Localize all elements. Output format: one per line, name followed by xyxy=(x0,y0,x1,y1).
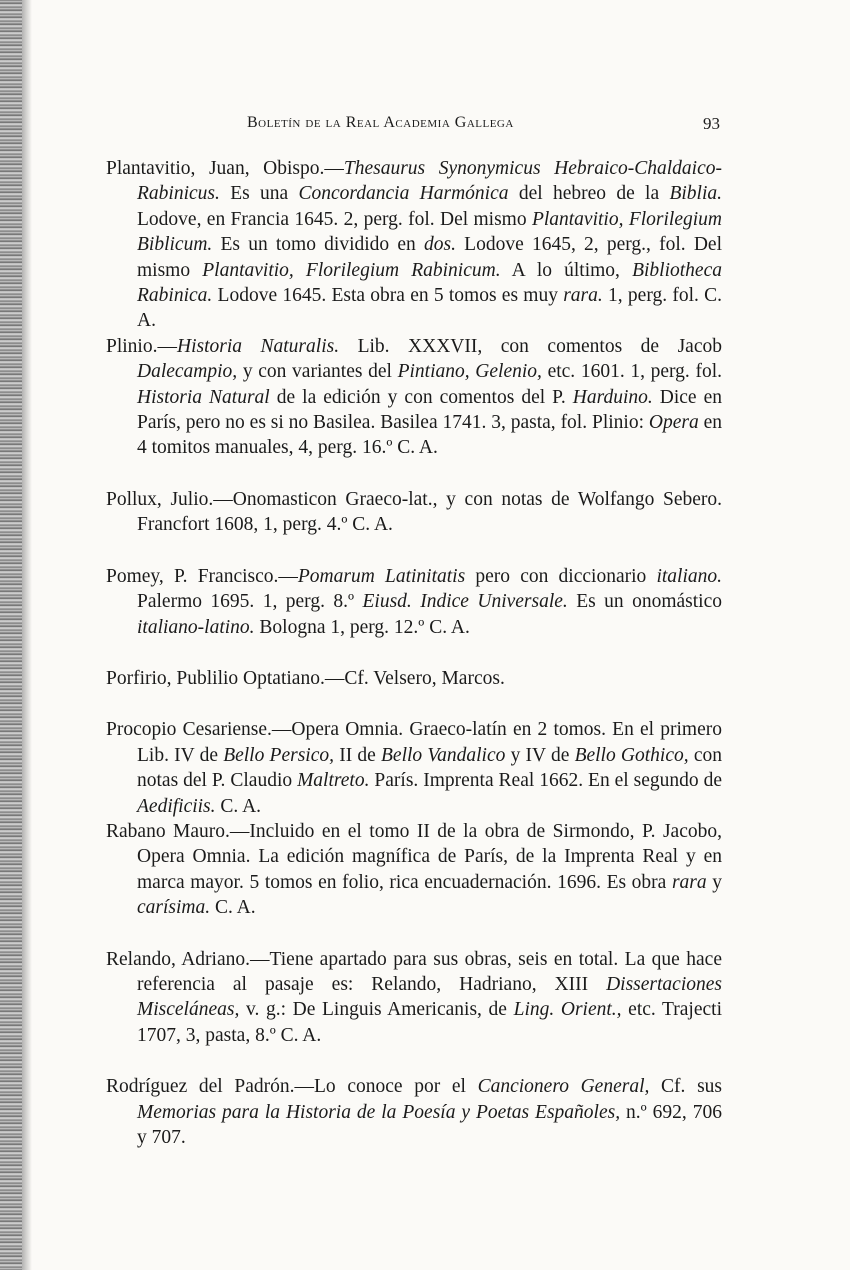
entry-heading: Relando, Adriano. xyxy=(106,948,251,970)
entry-text: pero con diccionario xyxy=(465,565,657,587)
entry-title: rara xyxy=(671,871,707,893)
entry-rodriguez xyxy=(106,1074,722,1150)
entry-title: Historia Naturalis. xyxy=(176,335,340,357)
entry-title: Maltreto. xyxy=(297,770,370,792)
entry-text: Lib. XXXVII, con comentos de Jacob xyxy=(339,335,722,357)
entry-title: dos. xyxy=(424,234,456,256)
bibliography-list xyxy=(106,156,722,1150)
entry-title: Bello Vandalico xyxy=(381,744,506,766)
entry-text: —Incluido en el tomo II de la obra de Sirmondo, P. Jacobo, Opera Omnia. La edición magnífica de París, de la Imprenta Real y en marca mayor. 5 tomos en folio, rica encuadernación. 1696. Es obra xyxy=(137,820,722,893)
entry-title: carísima. xyxy=(137,897,211,919)
entry-title: Plantavitio, Florilegium Rabinicum. xyxy=(202,259,501,281)
entry-text: — xyxy=(324,158,344,179)
entry-text: etc. 1601. 1, perg. fol. xyxy=(541,361,722,383)
entry-title: Bello Persico, xyxy=(223,744,334,766)
entry-title: Bello Gothico, xyxy=(574,744,689,766)
entry-title: Bibliotheca Rabinica. xyxy=(137,259,722,307)
entry-title: rara. xyxy=(563,285,603,307)
entry-text: C. A. xyxy=(215,795,262,817)
entry-title: Historia Natural xyxy=(137,386,270,408)
entry-pomey xyxy=(106,564,722,640)
entry-text: —Tiene apartado para sus obras, seis en total. La que hace referencia al pasaje es: Relando, Hadriano, XIII xyxy=(137,948,722,995)
running-header xyxy=(140,114,720,138)
entry-text: Lodove, en Francia 1645. 2, perg. fol. Del mismo xyxy=(137,208,532,230)
entry-text: Es un tomo dividido en xyxy=(212,234,424,256)
entry-heading: Rodríguez del Padrón. xyxy=(106,1076,295,1098)
entry-text: y con variantes del xyxy=(237,361,398,383)
entry-title: Opera xyxy=(648,412,699,434)
entry-title: italiano-latino. xyxy=(137,616,255,638)
entry-title: Concordancia Harmónica xyxy=(298,183,509,205)
entry-heading: Pollux, Julio. xyxy=(106,488,214,510)
entry-text: — xyxy=(278,565,298,587)
entry-title: Thesaurus Synonymicus Hebraico-Chaldaico-Rabinicus. xyxy=(137,158,722,205)
journal-title: Boletín de la Real Academia Gallega xyxy=(247,114,514,131)
entry-text: Lodove 1645. Esta obra en 5 tomos es muy xyxy=(212,285,564,307)
entry-text: Cf. sus xyxy=(649,1076,723,1098)
entry-text: Es una xyxy=(219,183,299,205)
entry-text: —Opera Omnia. Graeco-latín en 2 tomos. En el primero Lib. IV de xyxy=(137,719,722,766)
entry-text: Bologna 1, perg. 12.º C. A. xyxy=(254,616,470,638)
book-binding-edge xyxy=(0,0,22,1270)
entry-heading: Rabano Mauro. xyxy=(106,820,230,842)
entry-title: Eiusd. Indice Universale. xyxy=(362,591,568,613)
entry-text: con notas del P. Claudio xyxy=(137,744,722,792)
entry-title: Harduino. xyxy=(572,386,653,408)
entry-title: Biblia. xyxy=(669,183,722,205)
entry-text: y IV de xyxy=(505,744,575,766)
entry-heading: Porfirio, Publilio Optatiano. xyxy=(106,667,325,689)
entry-text: y xyxy=(706,871,722,893)
entry-text: 1, perg. fol. C. A. xyxy=(137,285,723,332)
entry-title: Aedificiis. xyxy=(137,795,216,817)
entry-title: Memorias para la Historia de la Poesía y Poetas Españoles, xyxy=(137,1101,621,1123)
entry-plinio xyxy=(106,334,722,461)
entry-title: Cancionero General, xyxy=(477,1076,650,1098)
entry-heading: Pomey, P. Francisco. xyxy=(106,565,279,587)
entry-plantavitio xyxy=(106,156,722,334)
entry-text: Lodove 1645, 2, perg., fol. Del mismo xyxy=(137,234,722,281)
entry-pollux xyxy=(106,487,722,538)
entry-text: v. g.: De Linguis Americanis, de xyxy=(239,999,514,1021)
entry-heading: Procopio Cesariense. xyxy=(106,719,272,741)
entry-text: etc. Trajecti 1707, 3, pasta, 8.º C. A. xyxy=(137,999,722,1046)
entry-text: —Cf. Velsero, Marcos. xyxy=(324,667,505,689)
entry-text: Dice en París, pero no es si no Basilea. Basilea 1741. 3, pasta, fol. Plinio: xyxy=(137,386,722,434)
page-number: 93 xyxy=(703,114,720,133)
entry-title: Pomarum Latinitatis xyxy=(297,565,466,587)
entry-title: Ling. Orient., xyxy=(513,999,622,1021)
entry-text: —Lo conoce por el xyxy=(294,1076,478,1098)
binding-shadow xyxy=(22,0,32,1270)
entry-text: Palermo 1695. 1, perg. 8.º xyxy=(137,591,363,613)
entry-heading: Plantavitio, Juan, Obispo. xyxy=(106,158,325,179)
entry-title: italiano. xyxy=(656,565,722,587)
entry-text: — xyxy=(157,335,177,357)
entry-title: Plantavitio, Florilegium Biblicum. xyxy=(137,208,722,256)
entry-text: en 4 tomitos manuales, 4, perg. 16.º C. A. xyxy=(137,412,723,459)
entry-title: Dissertaciones Misceláneas, xyxy=(137,973,722,1021)
entry-procopio xyxy=(106,717,722,819)
entry-text: del hebreo de la xyxy=(508,183,670,205)
entry-text: —Onomasticon Graeco-lat., y con notas de Wolfango Sebero. Francfort 1608, 1, perg. 4.º C. A. xyxy=(137,488,723,536)
entry-text: n.º 692, 706 y 707. xyxy=(137,1101,722,1148)
entry-text: París. Imprenta Real 1662. En el segundo de xyxy=(369,770,722,792)
entry-text: Es un onomástico xyxy=(567,591,722,613)
entry-text: de la edición y con comentos del P. xyxy=(269,386,573,408)
entry-text: C. A. xyxy=(210,897,256,919)
entry-text: II de xyxy=(334,744,382,766)
entry-title: Pintiano, Gelenio, xyxy=(397,361,542,383)
entry-title: Dalecampio, xyxy=(137,361,238,383)
entry-relando xyxy=(106,947,722,1049)
entry-porfirio xyxy=(106,666,722,691)
entry-heading: Plinio. xyxy=(106,335,158,357)
entry-rabano xyxy=(106,819,722,921)
entry-text: A lo último, xyxy=(500,259,633,281)
